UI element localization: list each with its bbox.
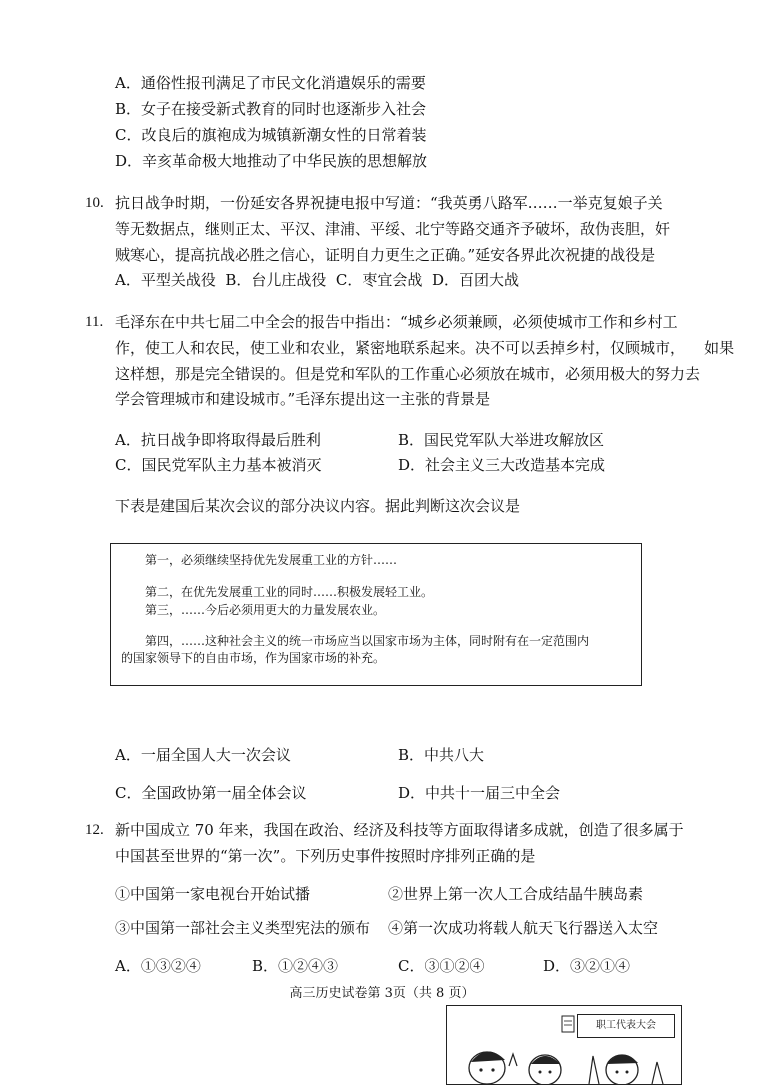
q12-stem-line-2: 中国甚至世界的“第一次”。下列历史事件按照时序排列正确的是 [115, 847, 536, 865]
q12-event-4: ④第一次成功将载人航天飞行器送入太空 [388, 919, 659, 937]
q10-number: 10. [85, 195, 104, 211]
page-footer: 高三历史试卷第 3页（共 8 页） [289, 986, 475, 1001]
q11-stem-line-3: 这样想，那是完全错误的。但是党和军队的工作重心必须放在城市，必须用极大的努力去 [115, 365, 701, 383]
q11-option-d: D．社会主义三大改造基本完成 [398, 456, 606, 474]
q12-option-c: C．③①②④ [398, 957, 485, 975]
q10-stem-line-2: 等无数据点，继则正太、平汉、津浦、平绥、北宁等路交通齐予破坏，敌伪丧胆，奸 [115, 220, 671, 238]
q10-stem-line-1: 抗日战争时期，一份延安各界祝捷电报中写道：“我英勇八路军……一举克复娘子关 [115, 194, 663, 212]
box-line-5: 的国家领导下的自由市场，作为国家市场的补充。 [121, 651, 386, 665]
box-line-4: 第四，……这种社会主义的统一市场应当以国家市场为主体，同时附有在一定范围内 [145, 634, 590, 648]
q11-option-a: A．抗日战争即将取得最后胜利 [115, 431, 321, 449]
q9-option-d: D．辛亥革命极大地推动了中华民族的思想解放 [115, 152, 428, 170]
q12-option-b: B．①②④③ [252, 957, 339, 975]
box-line-1: 第一，必须继续坚持优先发展重工业的方针…… [145, 553, 398, 567]
q10-stem-line-3: 贼寒心，提高抗战必胜之信心，证明自力更生之正确。”延安各界此次祝捷的战役是 [115, 246, 656, 264]
resolution-excerpt-box [110, 543, 642, 686]
q12-event-2: ②世界上第一次人工合成结晶牛胰岛素 [388, 885, 644, 903]
q11-stem-line-4: 学会管理城市和建设城市。”毛泽东提出这一主张的背景是 [115, 390, 491, 408]
table-option-d: D．中共十一届三中全会 [398, 784, 561, 802]
q11-option-b: B．国民党军队大举进攻解放区 [398, 431, 605, 449]
table-option-c: C．全国政协第一届全体会议 [115, 784, 307, 802]
q11-number: 11. [85, 314, 104, 330]
q12-option-a: A．①③②④ [115, 957, 201, 975]
table-option-a: A．一届全国人大一次会议 [115, 746, 291, 764]
box-line-3: 第三，……今后必须用更大的力量发展农业。 [145, 603, 386, 617]
box-line-2: 第二，在优先发展重工业的同时……积极发展轻工业。 [145, 585, 434, 599]
q11-option-c: C．国民党军队主力基本被消灭 [115, 456, 322, 474]
cartoon-illustration [446, 1005, 682, 1085]
q12-number: 12. [85, 822, 104, 838]
table-question-intro: 下表是建国后某次会议的部分决议内容。据此判断这次会议是 [115, 497, 521, 515]
q9-option-a: A．通俗性报刊满足了市民文化消遣娱乐的需要 [115, 74, 426, 92]
q12-event-1: ①中国第一家电视台开始试播 [115, 885, 311, 903]
q9-option-c: C．改良后的旗袍成为城镇新潮女性的日常着装 [115, 126, 427, 144]
q12-option-d: D．③②①④ [543, 957, 631, 975]
cartoon-sign: 职工代表大会 [577, 1014, 675, 1038]
q10-options: A．平型关战役 B．台儿庄战役 C．枣宜会战 D．百团大战 [115, 271, 519, 289]
q12-event-3: ③中国第一部社会主义类型宪法的颁布 [115, 919, 371, 937]
q9-option-b: B．女子在接受新式教育的同时也逐渐步入社会 [115, 100, 427, 118]
q11-stem-line-2: 作，使工人和农民，使工业和农业，紧密地联系起来。决不可以丢掉乡村，仅顾城市， 如果 [115, 339, 735, 357]
q12-stem-line-1: 新中国成立 70 年来，我国在政治、经济及科技等方面取得诸多成就，创造了很多属于 [115, 821, 684, 839]
table-option-b: B．中共八大 [398, 746, 485, 764]
q11-stem-line-1: 毛泽东在中共七届二中全会的报告中指出：“城乡必须兼顾，必须使城市工作和乡村工 [115, 313, 678, 331]
